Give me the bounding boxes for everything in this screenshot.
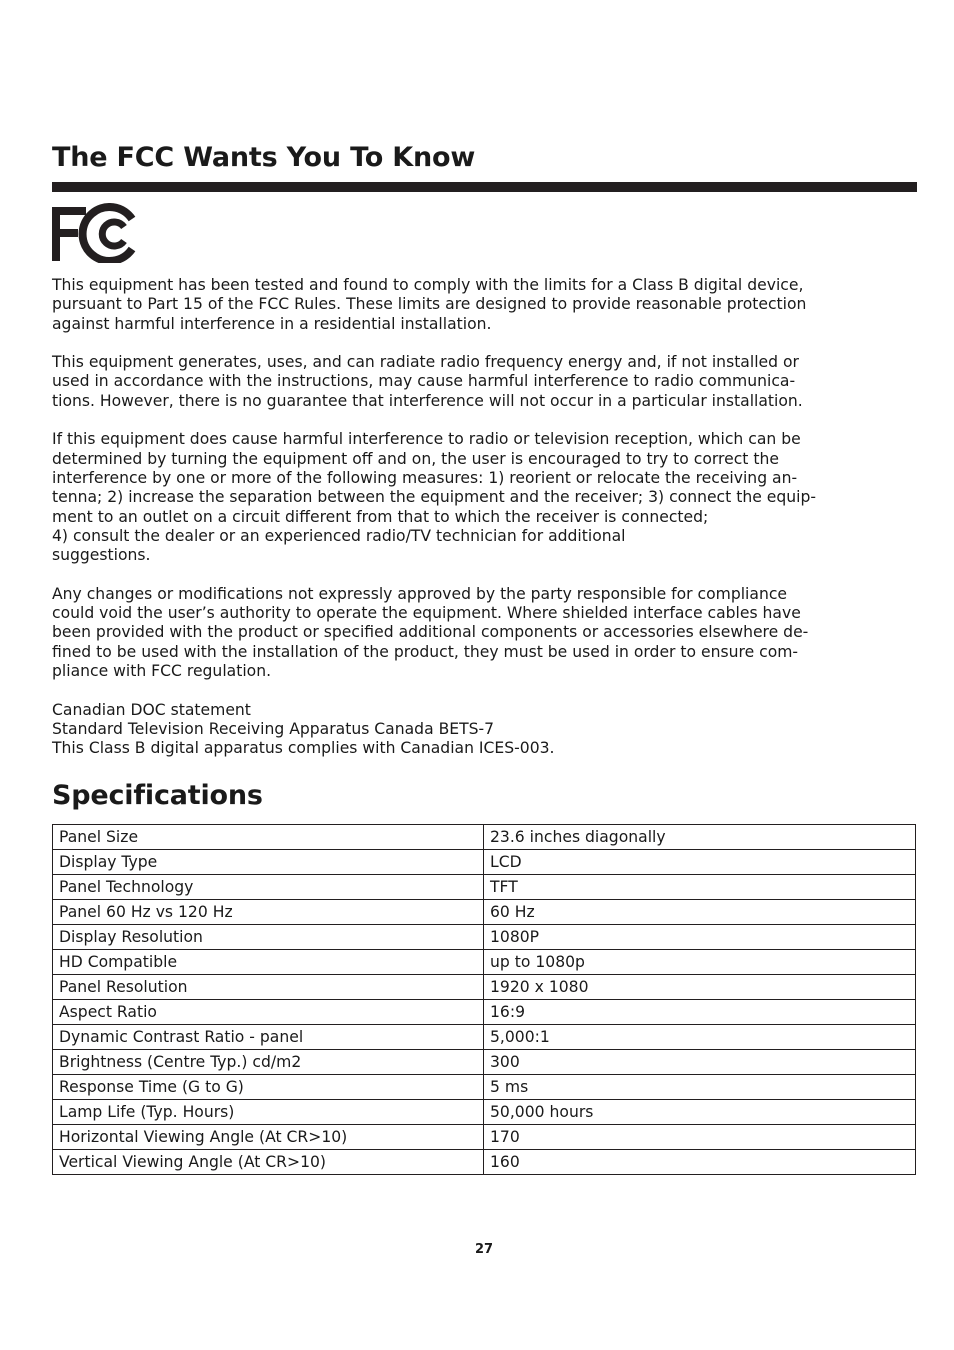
text-line: Standard Television Receiving Apparatus Canada BETS-7: [52, 719, 495, 738]
spec-value: 50,000 hours: [484, 1100, 916, 1125]
table-row: [53, 825, 916, 850]
spec-value: 16:9: [484, 1000, 916, 1025]
text-line: determined by turning the equipment off and on, the user is encouraged to try to correct the: [52, 449, 779, 468]
spec-label: Brightness (Centre Typ.) cd/m2: [53, 1050, 484, 1075]
title-divider: [52, 182, 917, 192]
spec-value: 1920 x 1080: [484, 975, 916, 1000]
paragraph: [52, 276, 922, 334]
text-line: against harmful interference in a residential installation.: [52, 314, 492, 333]
spec-label: Panel Resolution: [53, 975, 484, 1000]
text-line: 4) consult the dealer or an experienced radio/TV technician for additional: [52, 526, 626, 545]
table-row: [53, 900, 916, 925]
text-line: Canadian DOC statement: [52, 700, 251, 719]
spec-value: 5 ms: [484, 1075, 916, 1100]
page-number: 27: [474, 1242, 494, 1257]
spec-value: 60 Hz: [484, 900, 916, 925]
table-row: [53, 1000, 916, 1025]
specifications-title: Specifications: [52, 780, 263, 811]
spec-label: Response Time (G to G): [53, 1075, 484, 1100]
text-line: suggestions.: [52, 546, 151, 565]
table-row: [53, 925, 916, 950]
table-row: [53, 1025, 916, 1050]
paragraph: [52, 353, 922, 411]
table-row: [53, 875, 916, 900]
text-line: This equipment has been tested and found to comply with the limits for a Class B digital device,: [52, 276, 804, 294]
spec-label: Display Type: [53, 850, 484, 875]
paragraph: [52, 430, 922, 565]
text-line: tenna; 2) increase the separation between the equipment and the receiver; 3) connect the equip-: [52, 488, 816, 507]
text-line: ment to an outlet on a circuit different from that to which the receiver is connected;: [52, 507, 709, 526]
spec-value: 1080P: [484, 925, 916, 950]
text-line: interference by one or more of the following measures: 1) reorient or relocate the receiving an-: [52, 468, 798, 487]
table-row: [53, 950, 916, 975]
text-line: pursuant to Part 15 of the FCC Rules. These limits are designed to provide reasonable protection: [52, 295, 807, 314]
text-line: could void the user’s authority to operate the equipment. Where shielded interface cables have: [52, 604, 801, 623]
table-row: [53, 975, 916, 1000]
text-line: used in accordance with the instructions, may cause harmful interference to radio communica-: [52, 372, 796, 391]
spec-label: Vertical Viewing Angle (At CR>10): [53, 1150, 484, 1175]
spec-label: HD Compatible: [53, 950, 484, 975]
spec-label: Dynamic Contrast Ratio - panel: [53, 1025, 484, 1050]
spec-value: LCD: [484, 850, 916, 875]
specifications-table: [52, 824, 916, 1175]
text-line: Any changes or modifications not expressly approved by the party responsible for compliance: [52, 584, 787, 603]
table-row: [53, 1150, 916, 1175]
spec-value: TFT: [484, 875, 916, 900]
spec-value: 300: [484, 1050, 916, 1075]
text-line: pliance with FCC regulation.: [52, 661, 272, 680]
spec-label: Panel 60 Hz vs 120 Hz: [53, 900, 484, 925]
spec-value: 5,000:1: [484, 1025, 916, 1050]
spec-value: up to 1080p: [484, 950, 916, 975]
spec-label: Display Resolution: [53, 925, 484, 950]
spec-value: 23.6 inches diagonally: [484, 825, 916, 850]
table-row: [53, 1100, 916, 1125]
text-line: This equipment generates, uses, and can radiate radio frequency energy and, if not installed or: [52, 353, 799, 372]
text-line: tions. However, there is no guarantee that interference will not occur in a particular installation.: [52, 391, 803, 410]
page-title: The FCC Wants You To Know: [52, 142, 476, 173]
table-row: [53, 850, 916, 875]
spec-value: 170: [484, 1125, 916, 1150]
table-row: [53, 1050, 916, 1075]
paragraph: [52, 701, 922, 759]
spec-value: 160: [484, 1150, 916, 1175]
table-row: [53, 1075, 916, 1100]
spec-label: Panel Technology: [53, 875, 484, 900]
text-line: fined to be used with the installation of the product, they must be used in order to ensure com-: [52, 642, 799, 661]
spec-label: Lamp Life (Typ. Hours): [53, 1100, 484, 1125]
spec-label: Horizontal Viewing Angle (At CR>10): [53, 1125, 484, 1150]
table-row: [53, 1125, 916, 1150]
fcc-statement: [52, 276, 922, 778]
text-line: If this equipment does cause harmful interference to radio or television reception, which can be: [52, 430, 801, 449]
spec-label: Aspect Ratio: [53, 1000, 484, 1025]
text-line: been provided with the product or specified additional components or accessories elsewhere de-: [52, 623, 809, 642]
text-line: This Class B digital apparatus complies with Canadian ICES-003.: [52, 739, 555, 758]
fcc-logo-icon: [52, 203, 136, 263]
spec-label: Panel Size: [53, 825, 484, 850]
paragraph: [52, 585, 922, 681]
